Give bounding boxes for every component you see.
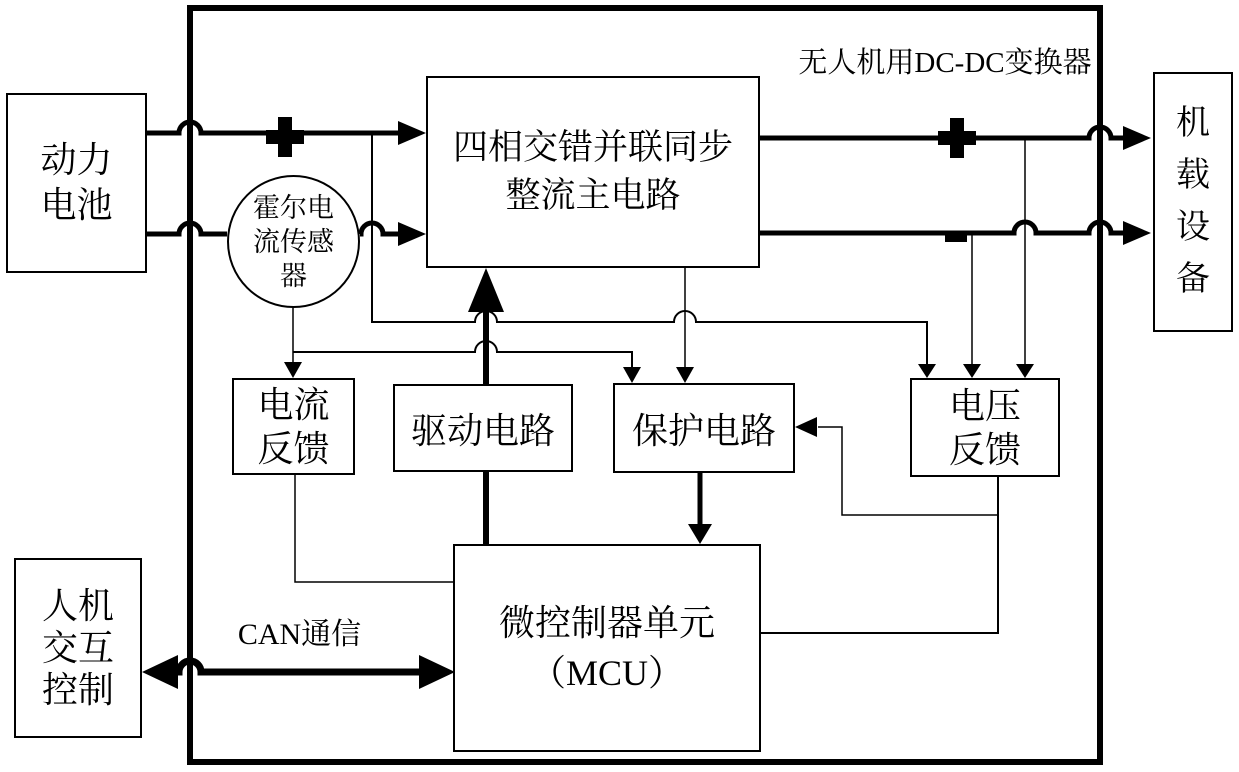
battery-label-line: 动力 <box>40 140 113 180</box>
hall-label-line: 流传感 <box>253 226 334 257</box>
battery-block <box>6 93 147 273</box>
onboard-device-block <box>1153 72 1233 332</box>
arrowhead-output-negative <box>1123 221 1151 245</box>
main-circuit-label-line: 四相交错并联同步 <box>452 128 733 167</box>
hmi-label-line: 人机 <box>41 586 114 626</box>
hmi-label-line: 控制 <box>41 670 114 710</box>
output-plus-icon <box>938 118 976 158</box>
protection-circuit-block <box>613 383 795 473</box>
diagram-title: 无人机用DC-DC变换器 <box>798 47 1092 79</box>
drive-circuit-label: 驱动电路 <box>410 410 555 451</box>
onboard-label-line: 机 <box>1176 105 1210 142</box>
hall-label-line: 霍尔电 <box>253 192 334 223</box>
current-feedback-label-line: 电流 <box>257 384 330 425</box>
voltage-feedback-label-line: 电压 <box>948 385 1021 426</box>
onboard-label-line: 载 <box>1176 157 1210 194</box>
mcu-label-line: 微控制器单元 <box>498 603 715 643</box>
hmi-label-line: 交互 <box>41 628 114 668</box>
main-power-circuit-block <box>426 76 760 268</box>
voltage-feedback-block <box>910 378 1060 477</box>
drive-circuit-block <box>393 384 573 472</box>
onboard-label-line: 备 <box>1176 261 1210 298</box>
current-feedback-block <box>232 378 355 475</box>
onboard-label-line: 设 <box>1176 209 1210 246</box>
input-plus-icon <box>266 117 304 157</box>
current-feedback-label-line: 反馈 <box>257 428 330 469</box>
output-minus-icon <box>945 233 967 242</box>
mcu-label-line: （MCU） <box>529 653 685 693</box>
hall-label-line: 器 <box>280 260 307 291</box>
voltage-feedback-label-line: 反馈 <box>948 429 1021 470</box>
main-circuit-label-line: 整流主电路 <box>505 176 681 215</box>
hall-current-sensor-block <box>227 175 360 308</box>
battery-label-line: 电池 <box>40 185 113 225</box>
mcu-block <box>453 544 761 752</box>
protection-circuit-label: 保护电路 <box>631 410 776 451</box>
arrowhead-output-positive <box>1123 126 1151 150</box>
can-bus-label: CAN通信 <box>237 618 362 651</box>
plus-icon-horizontal-bar <box>938 131 976 145</box>
hmi-control-block <box>14 558 142 738</box>
plus-icon-horizontal-bar <box>266 130 304 144</box>
arrowhead-can-left <box>142 655 178 689</box>
